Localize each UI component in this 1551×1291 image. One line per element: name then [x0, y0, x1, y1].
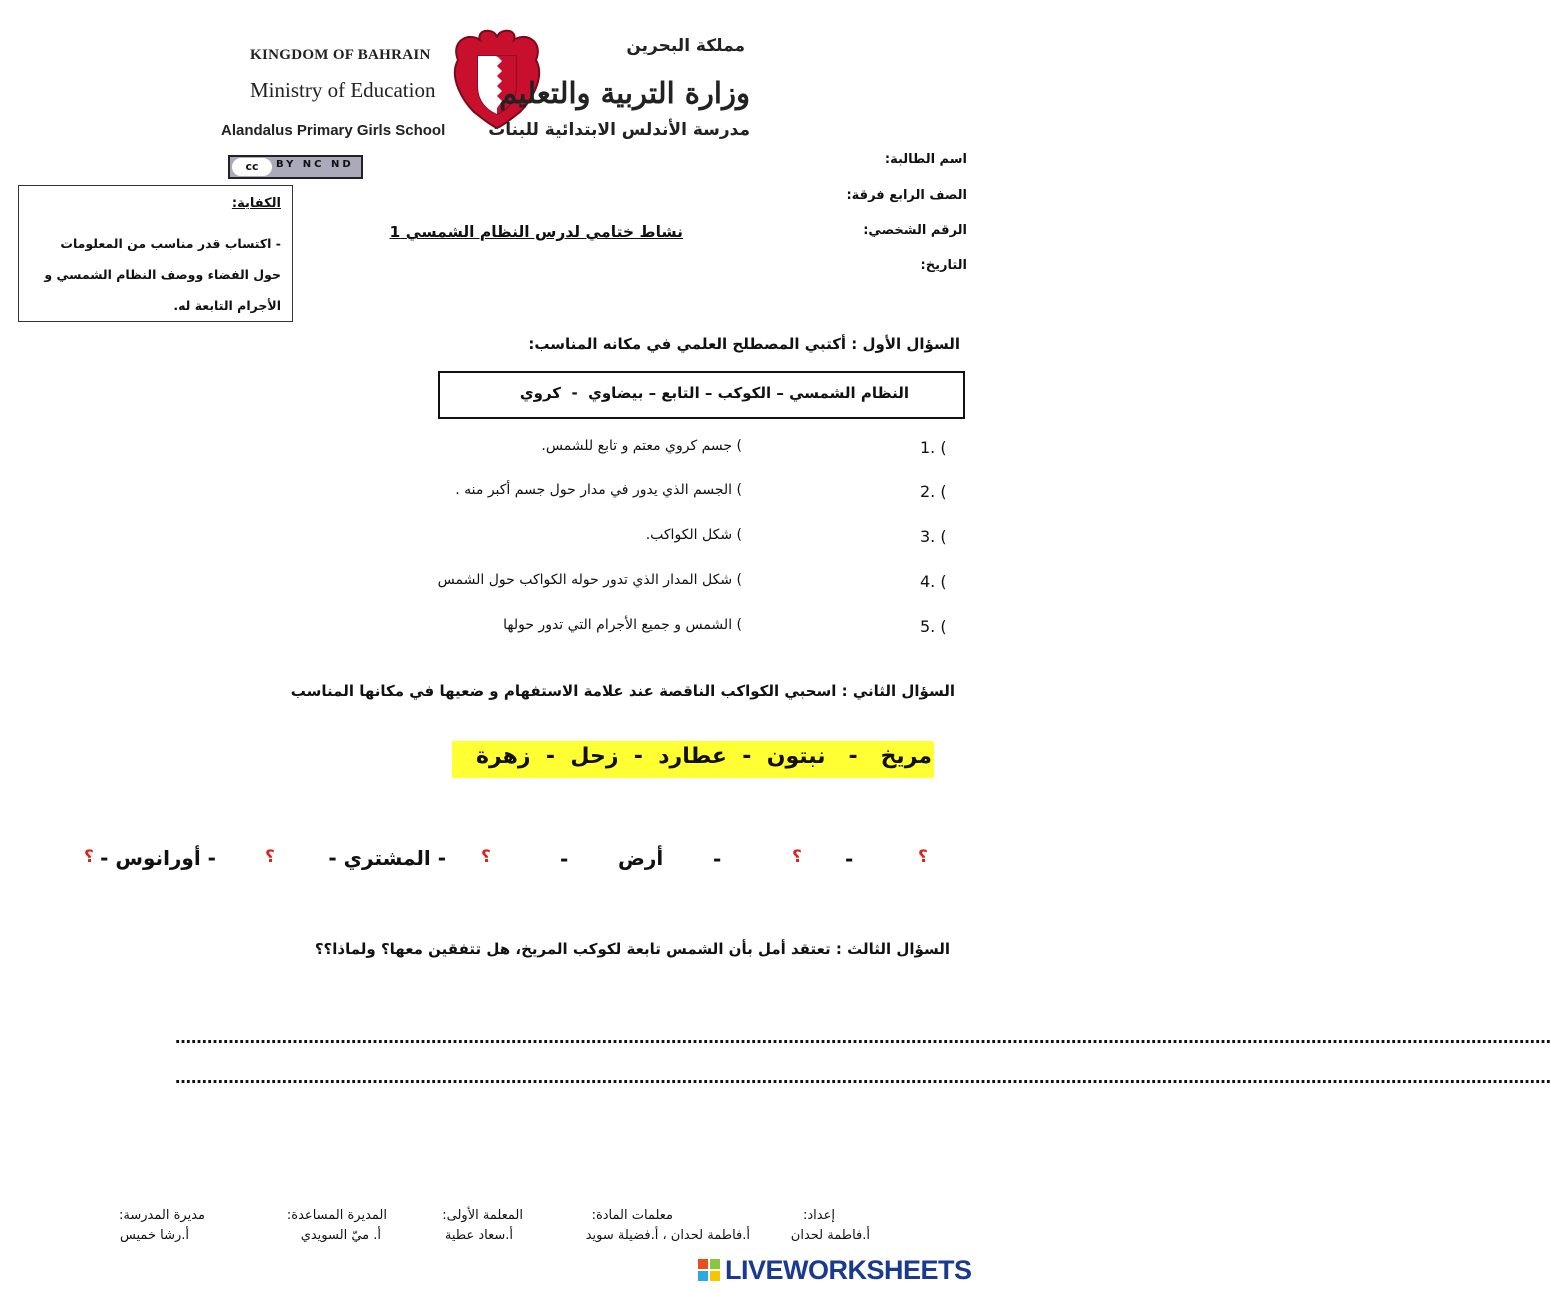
- footer-principal-name: أ.رشا خميس: [119, 1228, 189, 1243]
- competency-title: الكفاية:: [231, 196, 281, 211]
- student-name-label: اسم الطالبة:: [884, 152, 967, 167]
- q1-item-3-number[interactable]: 3. (: [920, 527, 947, 546]
- q1-title: السؤال الأول : أكتبي المصطلح العلمي في مكانه المناسب:: [528, 335, 960, 353]
- q2-blank-3[interactable]: ؟: [481, 847, 491, 867]
- liveworksheets-logo-icon: [697, 1258, 721, 1282]
- q1-item-2-text: ) الجسم الذي يدور في مدار حول جسم أكبر منه .: [455, 482, 742, 498]
- q2-planet-jupiter: - المشتري -: [328, 846, 446, 870]
- student-id-label: الرقم الشخصي:: [863, 223, 967, 238]
- q1-word-bank: النظام الشمسي – الكوكب – التابع – بيضاوي - كروي: [519, 384, 909, 402]
- q1-item-1-text: ) جسم كروي معتم و تابع للشمس.: [541, 438, 742, 454]
- q2-blank-4[interactable]: ؟: [265, 847, 275, 867]
- cc-license-badge: [228, 155, 363, 179]
- footer-teachers-names: أ.فاطمة لحدان ، أ.فضيلة سويد: [585, 1228, 750, 1243]
- ministry-ar: وزارة التربية والتعليم: [499, 76, 750, 110]
- liveworksheets-wordmark: LIVEWORKSHEETS: [725, 1255, 972, 1285]
- q2-sep-2: -: [713, 847, 722, 871]
- q1-item-4-text: ) شكل المدار الذي تدور حوله الكواكب حول الشمس: [437, 572, 742, 588]
- class-label: الصف الرابع فرقة:: [846, 188, 967, 203]
- cc-icon: cc: [232, 158, 272, 176]
- q2-planet-earth: أرض: [618, 846, 664, 870]
- license-text: BY NC ND: [276, 159, 354, 170]
- footer-assistant-name: أ. ميّ السويدي: [300, 1228, 381, 1243]
- q1-item-3-text: ) شكل الكواكب.: [645, 527, 742, 543]
- footer-first-teacher-name: أ.سعاد عطية: [444, 1228, 513, 1243]
- q3-answer-line-2[interactable]: ……………………………………………………………………………………………………………………………………………………………………………………………………………………………………: [175, 1068, 1551, 1087]
- competency-box: [18, 185, 293, 322]
- q2-planet-uranus: - أورانوس -: [100, 846, 216, 870]
- school-ar: مدرسة الأندلس الابتدائية للبنات: [488, 120, 750, 140]
- q1-item-2-number[interactable]: 2. (: [920, 482, 947, 501]
- q1-item-1-number[interactable]: 1. (: [920, 438, 947, 457]
- q2-blank-2[interactable]: ؟: [792, 847, 802, 867]
- q2-options-highlight: [452, 741, 934, 778]
- q3-title: السؤال الثالث : تعتقد أمل بأن الشمس تابعة لكوكب المريخ، هل تتفقين معها؟ ولماذا؟؟: [314, 940, 950, 958]
- q1-item-5-text: ) الشمس و جميع الأجرام التي تدور حولها: [503, 617, 742, 633]
- footer-prep-label: إعداد:: [803, 1208, 835, 1223]
- q3-answer-line-1[interactable]: ……………………………………………………………………………………………………………………………………………………………………………………………………………………………………: [175, 1028, 1551, 1047]
- school-en: Alandalus Primary Girls School: [221, 122, 446, 139]
- liveworksheets-logo: [697, 1254, 997, 1288]
- q1-item-5-number[interactable]: 5. (: [920, 617, 947, 636]
- kingdom-en: KINGDOM OF BAHRAIN: [250, 47, 431, 63]
- ministry-en: Ministry of Education: [250, 78, 436, 102]
- q2-sep-3: -: [560, 847, 569, 871]
- q2-options[interactable]: مريخ - نبتون - عطارد - زحل - زهرة: [475, 744, 932, 769]
- q2-title: السؤال الثاني : اسحبي الكواكب الناقصة عند علامة الاستفهام و ضعيها في مكانها المناسب: [290, 682, 955, 700]
- footer-assistant-label: المديرة المساعدة:: [286, 1208, 387, 1223]
- footer-first-teacher-label: المعلمة الأولى:: [442, 1208, 523, 1223]
- footer-teachers-label: معلمات المادة:: [591, 1208, 673, 1223]
- date-label: التاريخ:: [920, 258, 967, 273]
- q1-word-bank-box: [438, 371, 965, 419]
- q2-sep-1: -: [845, 847, 854, 871]
- kingdom-ar: مملكة البحرين: [626, 36, 745, 56]
- activity-title: نشاط ختامي لدرس النظام الشمسي 1: [389, 223, 683, 241]
- footer-principal-label: مديرة المدرسة:: [119, 1208, 205, 1223]
- q2-blank-5[interactable]: ؟: [84, 847, 94, 867]
- competency-text: - اكتساب قدر مناسب من المعلومات حول الفضاء ووصف النظام الشمسي و الأجرام التابعة له.: [44, 236, 281, 313]
- footer-prep-name: أ.فاطمة لحدان: [790, 1228, 870, 1243]
- q1-item-4-number[interactable]: 4. (: [920, 572, 947, 591]
- q2-blank-1[interactable]: ؟: [918, 847, 928, 867]
